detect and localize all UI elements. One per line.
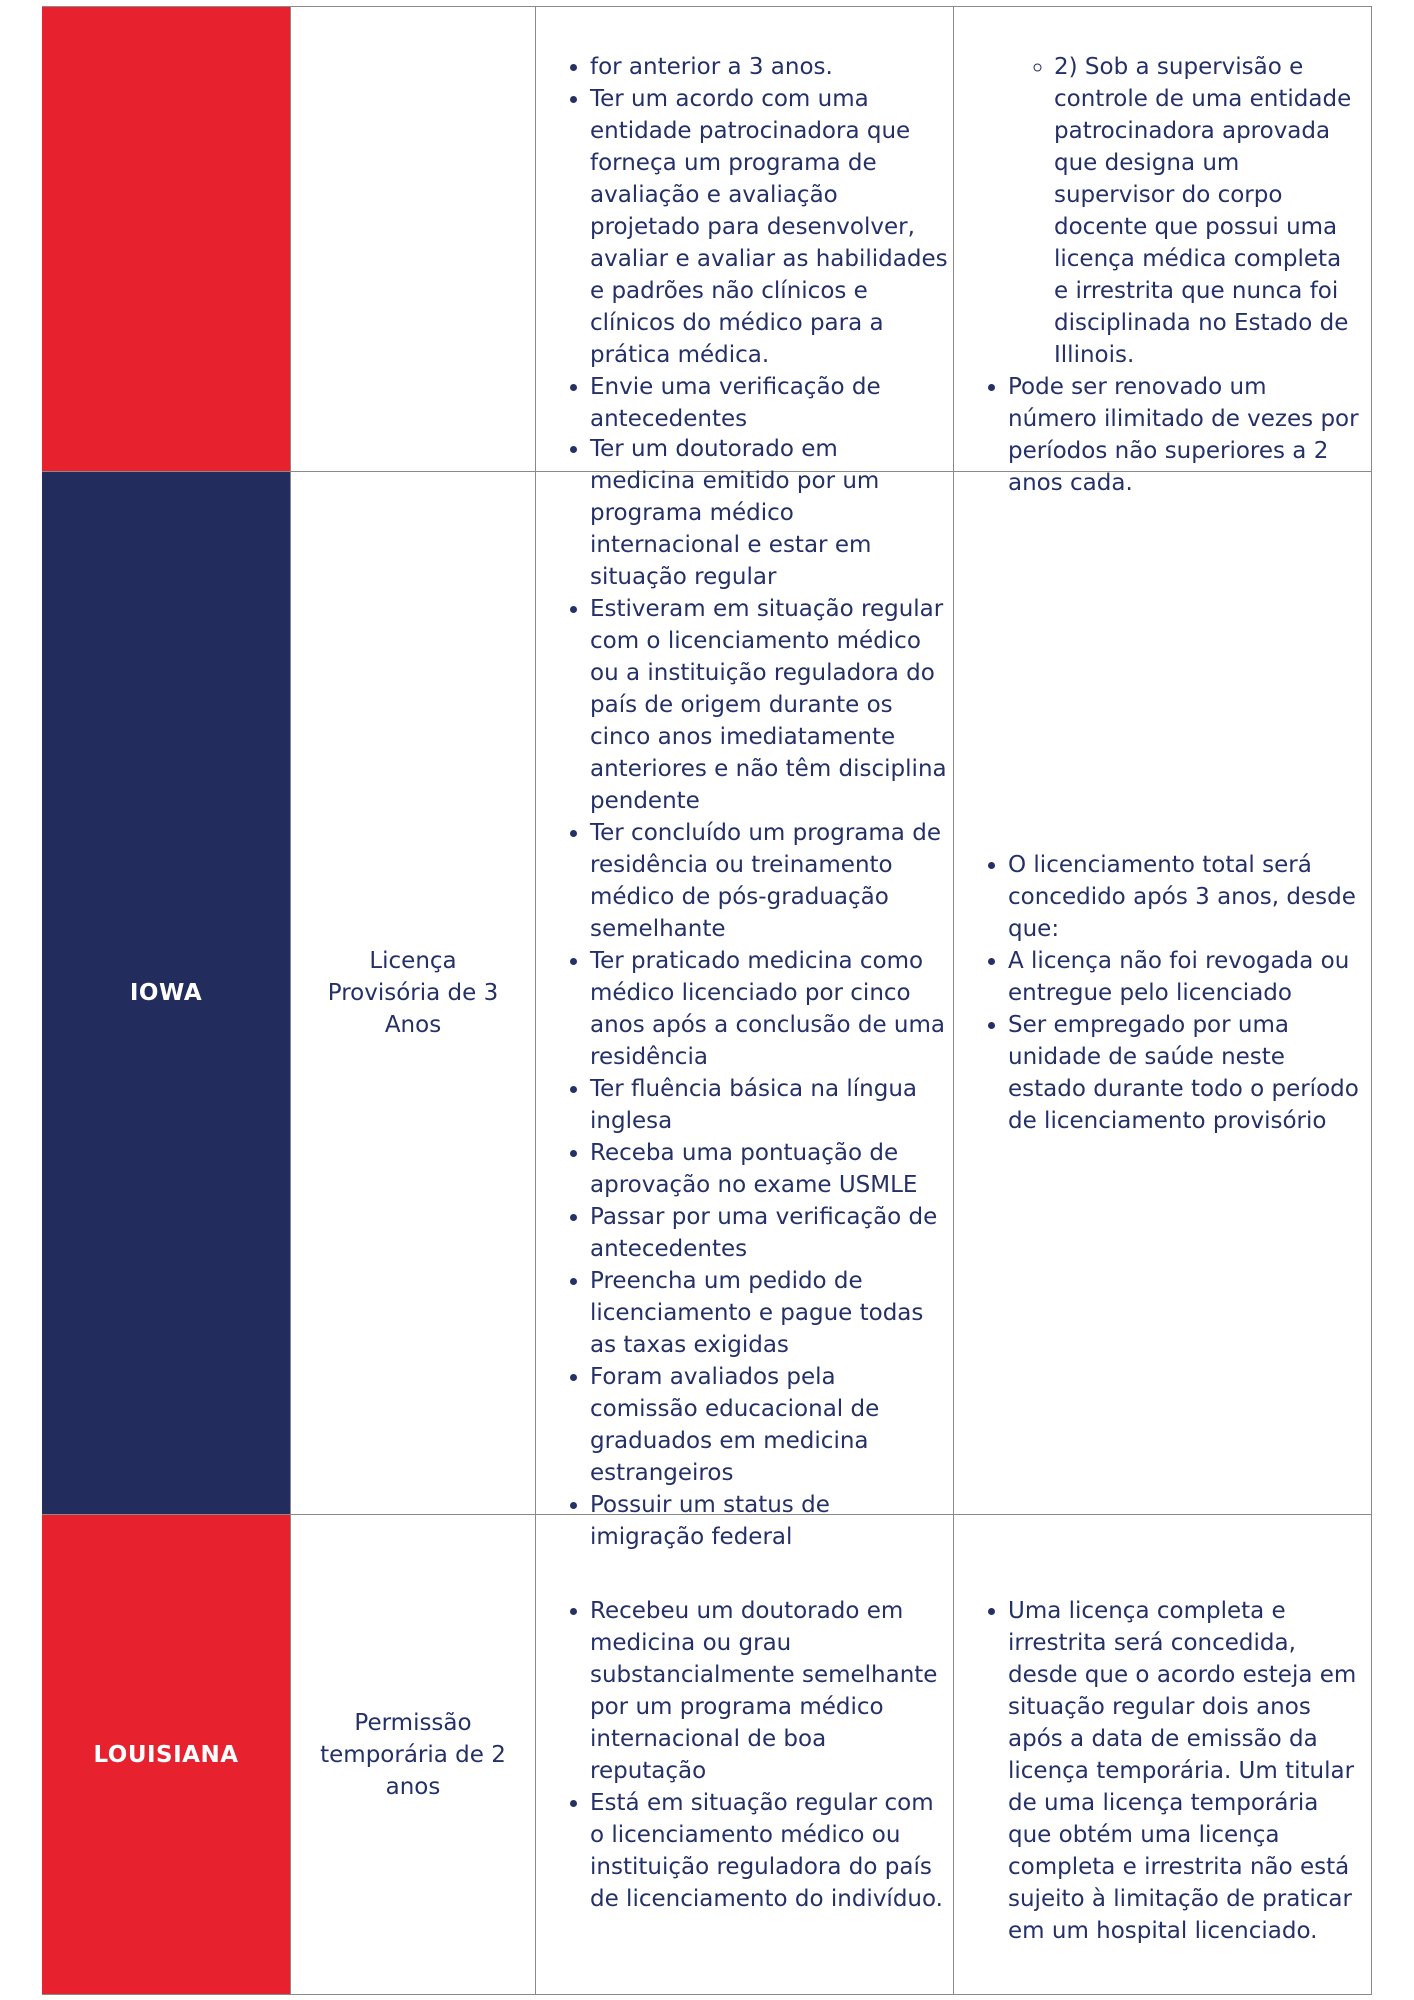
table-row — [42, 436, 1372, 1550]
list-item: • Ser empregado por uma unidade de saúde neste estado durante todo o período de licenciamento provisório — [1008, 1009, 1361, 1137]
list-item: • Pode ser renovado um número ilimitado de vezes por períodos não superiores a 2 anos cada. — [1008, 371, 1361, 499]
license-type-cell — [291, 7, 536, 471]
list-item: • Preencha um pedido de licenciamento e pague todas as taxas exigidas — [590, 1265, 949, 1361]
requirements-cell — [536, 7, 954, 471]
requirements-cell — [536, 1515, 954, 1994]
table-row — [42, 6, 1372, 496]
notes-cell — [954, 7, 1372, 496]
list-item: • Ter concluído um programa de residência ou treinamento médico de pós-graduação semelhante — [590, 817, 949, 945]
notes-list — [970, 1595, 1361, 1947]
state-label: IOWA — [129, 980, 203, 1006]
list-item: • Possuir um status de imigração federal — [590, 1489, 949, 1553]
requirements-list — [552, 51, 949, 435]
licensing-table — [42, 6, 1372, 1995]
list-item: • Ter praticado medicina como médico licenciado por cinco anos após a conclusão de uma residência — [590, 945, 949, 1073]
requirements-list — [552, 433, 949, 1553]
state-cell — [42, 1515, 291, 1994]
license-type-label: Permissão temporária de 2 anos — [320, 1709, 506, 1800]
notes-list — [970, 849, 1361, 1137]
requirements-cell — [536, 436, 954, 1550]
list-item: ◦ 2) Sob a supervisão e controle de uma entidade patrocinadora aprovada que designa um supervisor do corpo docente que possui uma licença médica completa e irrestrita que nunca foi disciplinada no Estado de Illinois. — [1054, 51, 1361, 371]
state-cell — [42, 7, 291, 471]
list-item: • Receba uma pontuação de aprovação no exame USMLE — [590, 1137, 949, 1201]
list-item: • Passar por uma verificação de antecedentes — [590, 1201, 949, 1265]
list-item: • O licenciamento total será concedido após 3 anos, desde que: — [1008, 849, 1361, 945]
state-label: LOUISIANA — [93, 1741, 239, 1768]
license-type-cell — [291, 472, 536, 1514]
list-item: • Envie uma verificação de antecedentes — [590, 371, 949, 435]
list-item: • Uma licença completa e irrestrita será concedida, desde que o acordo esteja em situação regular dois anos após a data de emissão da licença temporária. Um titular de uma licença temporária que obtém uma licença completa e irrestrita não está sujeito à limitação de praticar em um hospital licenciado. — [1008, 1595, 1361, 1947]
list-item: • for anterior a 3 anos. — [590, 51, 949, 83]
state-cell — [42, 472, 291, 1514]
list-item: • Estiveram em situação regular com o licenciamento médico ou a instituição reguladora do país de origem durante os cinco anos imediatamente anteriores e não têm disciplina pendente — [590, 593, 949, 817]
notes-sublist — [970, 51, 1361, 371]
list-item: • Foram avaliados pela comissão educacional de graduados em medicina estrangeiros — [590, 1361, 949, 1489]
list-item: • Ter um doutorado em medicina emitido por um programa médico internacional e estar em situação regular — [590, 433, 949, 593]
requirements-list — [552, 1595, 949, 1915]
notes-cell — [954, 472, 1372, 1514]
list-item: • Está em situação regular com o licenciamento médico ou instituição reguladora do país de licenciamento do indivíduo. — [590, 1787, 949, 1915]
list-item: • A licença não foi revogada ou entregue pelo licenciado — [1008, 945, 1361, 1009]
table-row — [42, 1515, 1372, 1995]
list-item: • Ter fluência básica na língua inglesa — [590, 1073, 949, 1137]
list-item: • Recebeu um doutorado em medicina ou grau substancialmente semelhante por um programa médico internacional de boa reputação — [590, 1595, 949, 1787]
license-type-cell — [291, 1515, 536, 1994]
list-item: • Ter um acordo com uma entidade patrocinadora que forneça um programa de avaliação e avaliação projetado para desenvolver, avaliar e avaliar as habilidades e padrões não clínicos e clínicos do médico para a prática médica. — [590, 83, 949, 371]
notes-cell — [954, 1515, 1372, 1994]
license-type-label: Licença Provisória de 3 Anos — [327, 948, 499, 1038]
